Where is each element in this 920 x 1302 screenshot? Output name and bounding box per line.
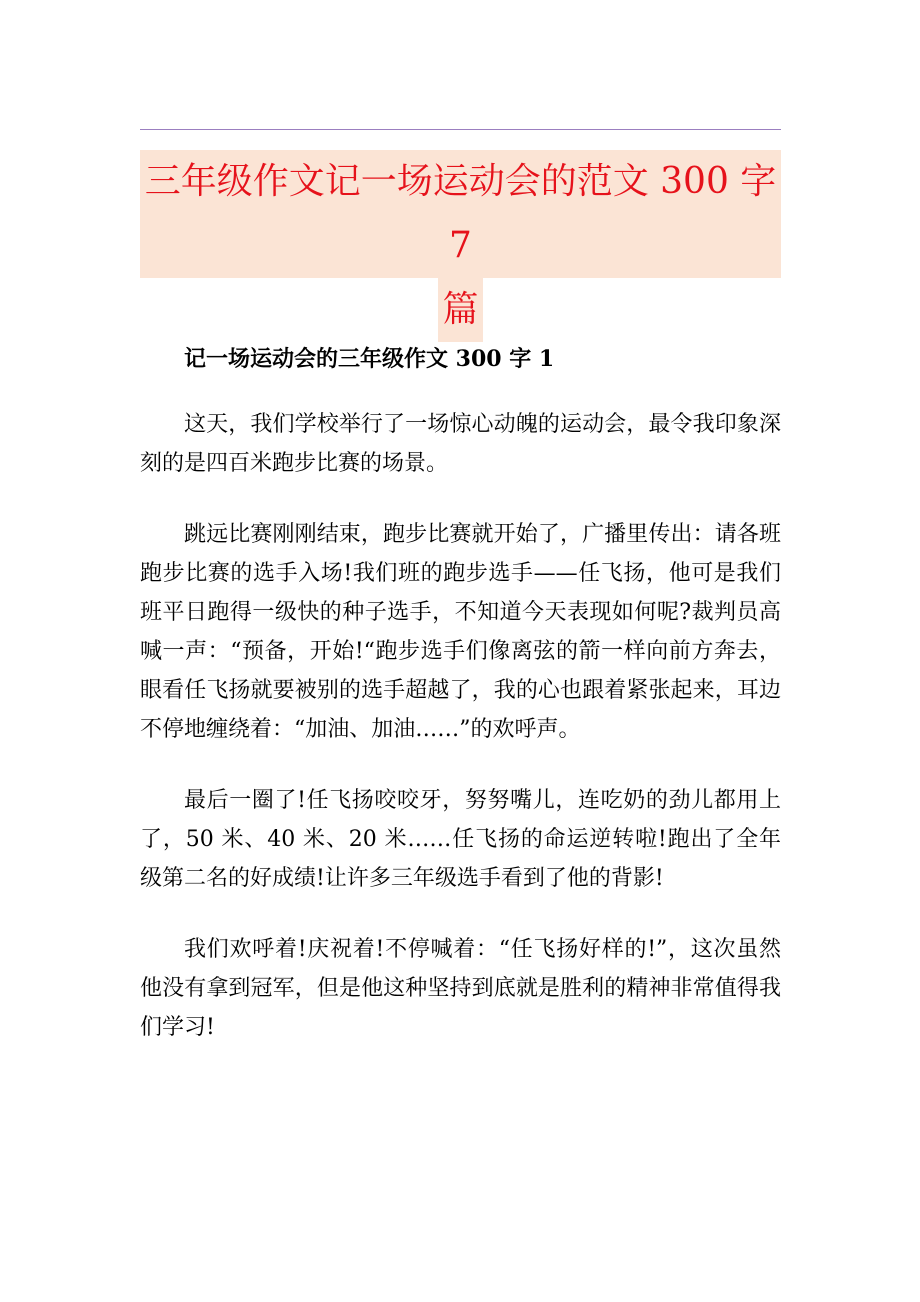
title-line-2: 篇 bbox=[438, 278, 482, 342]
section-heading: 记一场运动会的三年级作文 300 字 1 bbox=[184, 346, 555, 372]
title-line-1: 三年级作文记一场运动会的范文 300 字 7 bbox=[140, 150, 781, 278]
paragraph-1: 这天，我们学校举行了一场惊心动魄的运动会，最令我印象深刻的是四百米跑步比赛的场景。 bbox=[140, 412, 781, 476]
document-body bbox=[140, 339, 781, 1079]
header-rule bbox=[140, 129, 781, 130]
paragraph-4: 我们欢呼着!庆祝着!不停喊着：“任飞扬好样的!”，这次虽然他没有拿到冠军，但是他这种坚持到底就是胜利的精神非常值得我们学习! bbox=[140, 937, 781, 1040]
document-title bbox=[140, 150, 781, 342]
paragraph-3: 最后一圈了!任飞扬咬咬牙，努努嘴儿，连吃奶的劲儿都用上了，50 米、40 米、20 米……任飞扬的命运逆转啦!跑出了全年级第二名的好成绩!让许多三年级选手看到了他的背影! bbox=[140, 788, 781, 891]
paragraph-2: 跳远比赛刚刚结束，跑步比赛就开始了，广播里传出：请各班跑步比赛的选手入场!我们班的跑步选手——任飞扬，他可是我们班平日跑得一级快的种子选手，不知道今天表现如何呢?裁判员高喊一声：“预备，开始!“跑步选手们像离弦的箭一样向前方奔去，眼看任飞扬就要被别的选手超越了，我的心也跟着紧张起来，耳边不停地缠绕着：“加油、加油……”的欢呼声。 bbox=[140, 522, 781, 742]
